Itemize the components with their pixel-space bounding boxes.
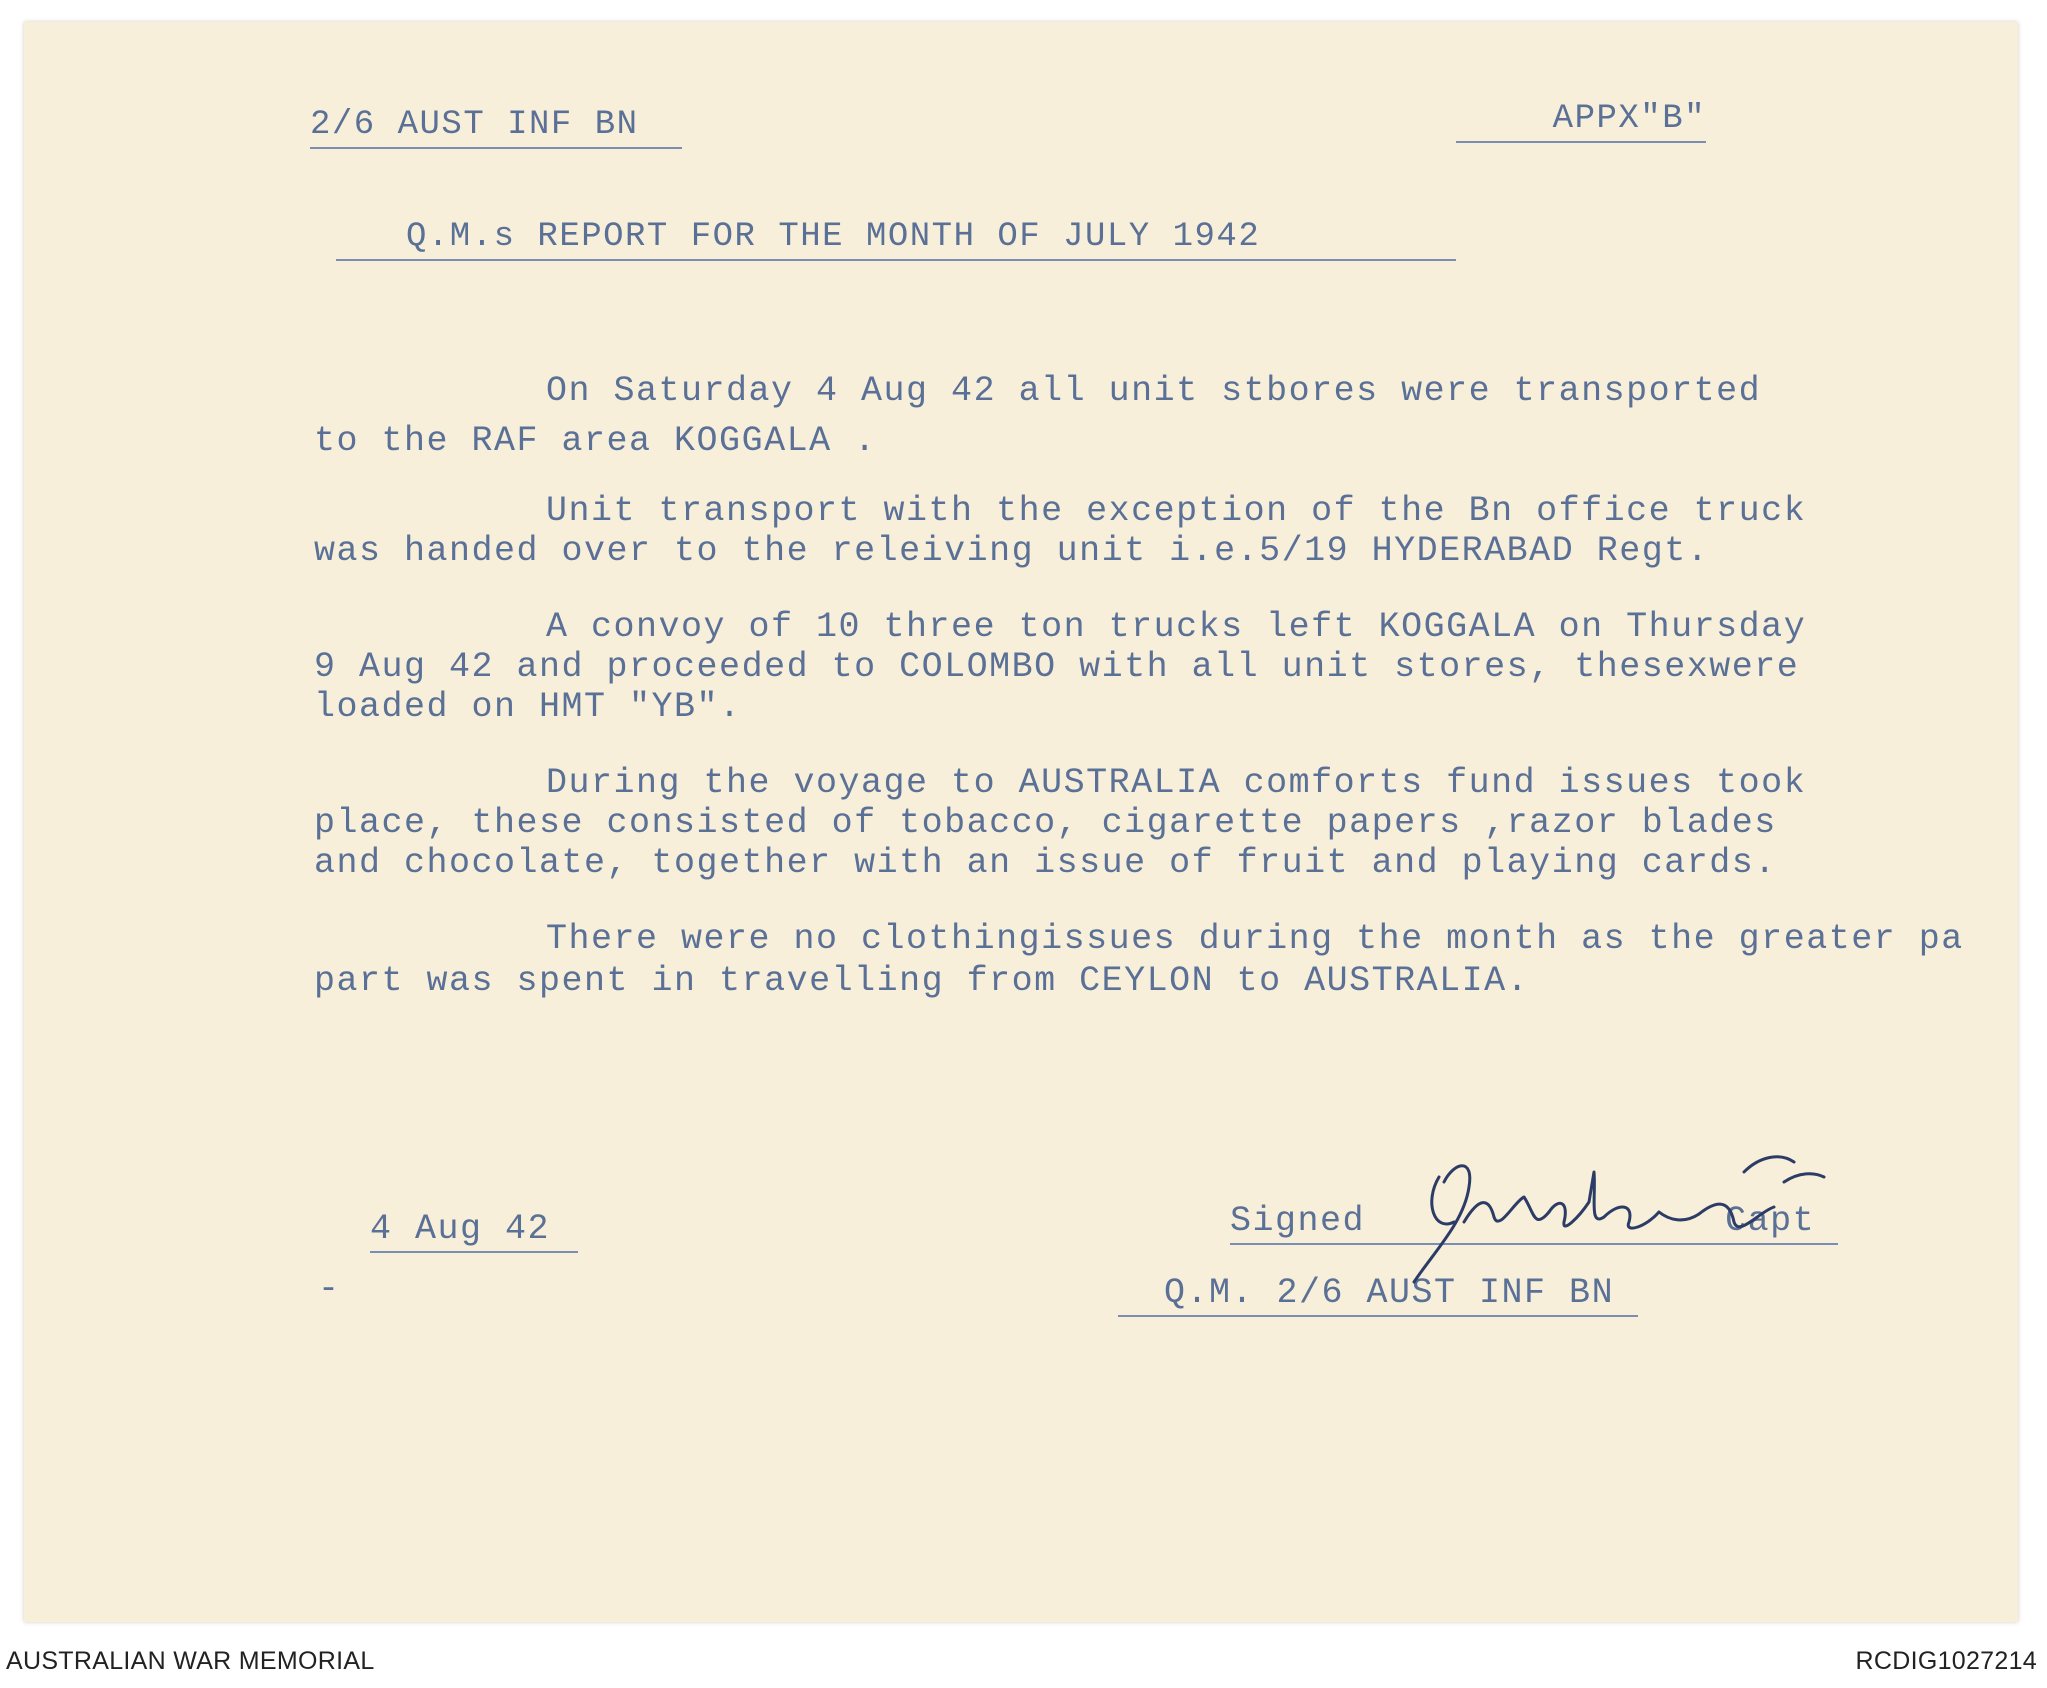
appendix-label: APPX"B" — [1456, 100, 1706, 143]
paragraph-4-line-2: place, these consisted of tobacco, cigarette papers ,razor blades — [314, 803, 1777, 843]
paragraph-1-line-2: to the RAF area KOGGALA . — [314, 421, 877, 461]
paragraph-3-line-1: A convoy of 10 three ton trucks left KOGGALA on Thursday — [546, 607, 1807, 647]
paragraph-4-line-1: During the voyage to AUSTRALIA comforts fund issues took — [546, 763, 1807, 803]
document-sheet — [24, 22, 2018, 1622]
dash-mark: - — [318, 1269, 341, 1309]
report-title: Q.M.s REPORT FOR THE MONTH OF JULY 1942 — [336, 218, 1456, 261]
paragraph-5-line-1: There were no clothingissues during the month as the greater pa — [546, 919, 1964, 959]
paragraph-5-line-2: part was spent in travelling from CEYLON to AUSTRALIA. — [314, 961, 1530, 1001]
paragraph-2-line-2: was handed over to the releiving unit i.e.5/19 HYDERABAD Regt. — [314, 531, 1710, 571]
paragraph-3-line-3: loaded on HMT "YB". — [314, 687, 742, 727]
paragraph-4-line-3: and chocolate, together with an issue of fruit and playing cards. — [314, 843, 1777, 883]
qm-position: Q.M. 2/6 AUST INF BN — [1118, 1274, 1638, 1317]
footer-right-id: RCDIG1027214 — [1855, 1647, 2037, 1675]
report-date: 4 Aug 42 — [370, 1210, 578, 1253]
paragraph-3-line-2: 9 Aug 42 and proceeded to COLOMBO with all unit stores, thesexwere — [314, 647, 1800, 687]
handwritten-signature — [1384, 1142, 1864, 1292]
footer-left-credit: AUSTRALIAN WAR MEMORIAL — [6, 1647, 375, 1675]
unit-heading: 2/6 AUST INF BN — [310, 106, 682, 149]
signed-line: Signed Capt — [1230, 1202, 1838, 1245]
paragraph-2-line-1: Unit transport with the exception of the Bn office truck — [546, 491, 1807, 531]
paragraph-1-line-1: On Saturday 4 Aug 42 all unit stbores were transported — [546, 371, 1762, 411]
